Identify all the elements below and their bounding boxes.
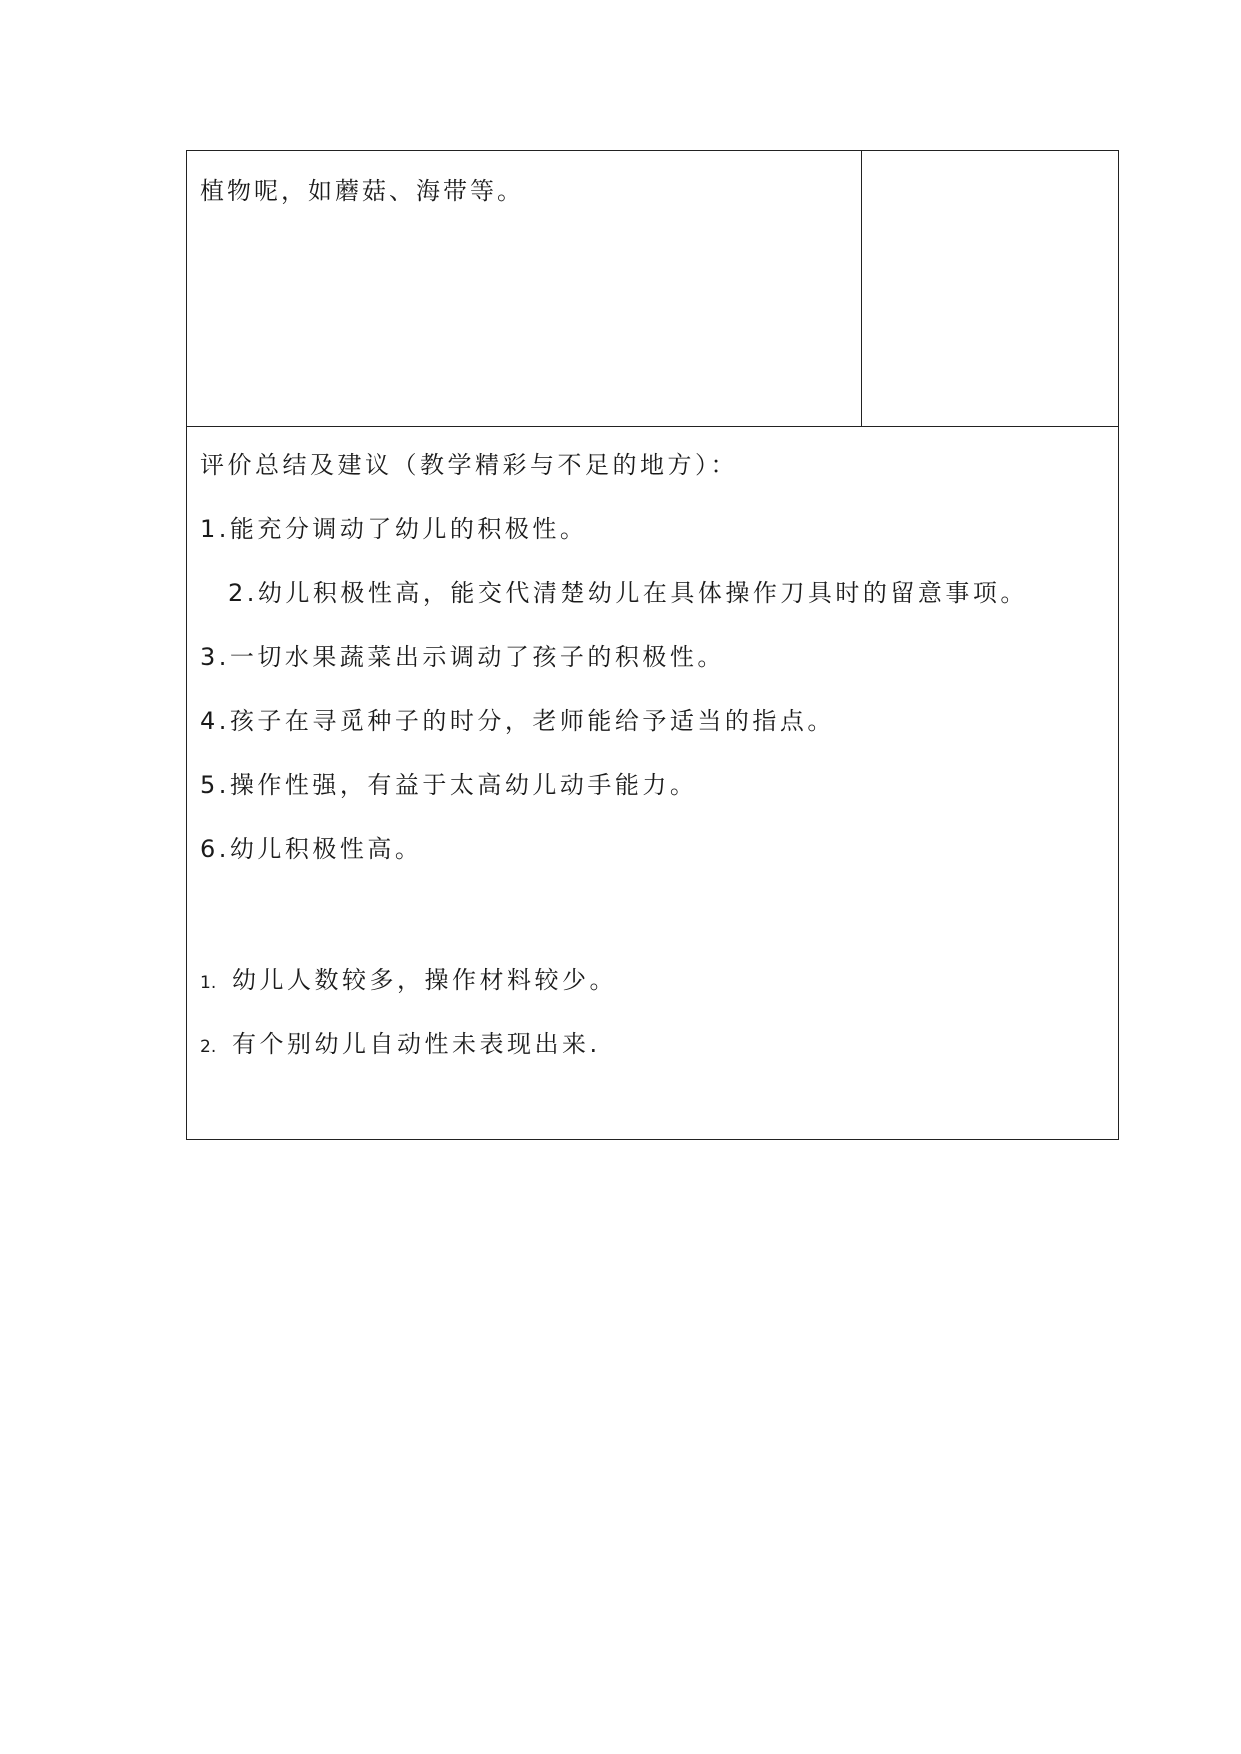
strength-item-1: 1.能充分调动了幼儿的积极性。 — [200, 515, 588, 543]
strength-item-5: 5.操作性强，有益于太高幼儿动手能力。 — [200, 771, 698, 799]
evaluation-table — [186, 150, 1119, 1140]
weakness-text: 有个别幼儿自动性未表现出来. — [232, 1030, 601, 1058]
strength-item-6: 6.幼儿积极性高。 — [200, 835, 423, 863]
weakness-item-1 — [200, 960, 617, 995]
strength-item-2: 2.幼儿积极性高，能交代清楚幼儿在具体操作刀具时的留意事项。 — [228, 579, 1028, 607]
weakness-number: 1. — [200, 973, 217, 993]
weakness-number: 2. — [200, 1037, 217, 1057]
top-left-text: 植物呢，如蘑菇、海带等。 — [200, 177, 524, 205]
weakness-text: 幼儿人数较多，操作材料较少。 — [232, 966, 617, 994]
top-right-cell — [862, 151, 1118, 426]
table-top-row — [187, 151, 1118, 427]
evaluation-cell — [187, 427, 1118, 1139]
strength-item-4: 4.孩子在寻觅种子的时分，老师能给予适当的指点。 — [200, 707, 835, 735]
strength-item-3: 3.一切水果蔬菜出示调动了孩子的积极性。 — [200, 643, 725, 671]
top-left-cell — [187, 151, 862, 426]
weakness-item-2 — [200, 1024, 601, 1059]
evaluation-heading: 评价总结及建议（教学精彩与不足的地方）： — [200, 451, 738, 479]
